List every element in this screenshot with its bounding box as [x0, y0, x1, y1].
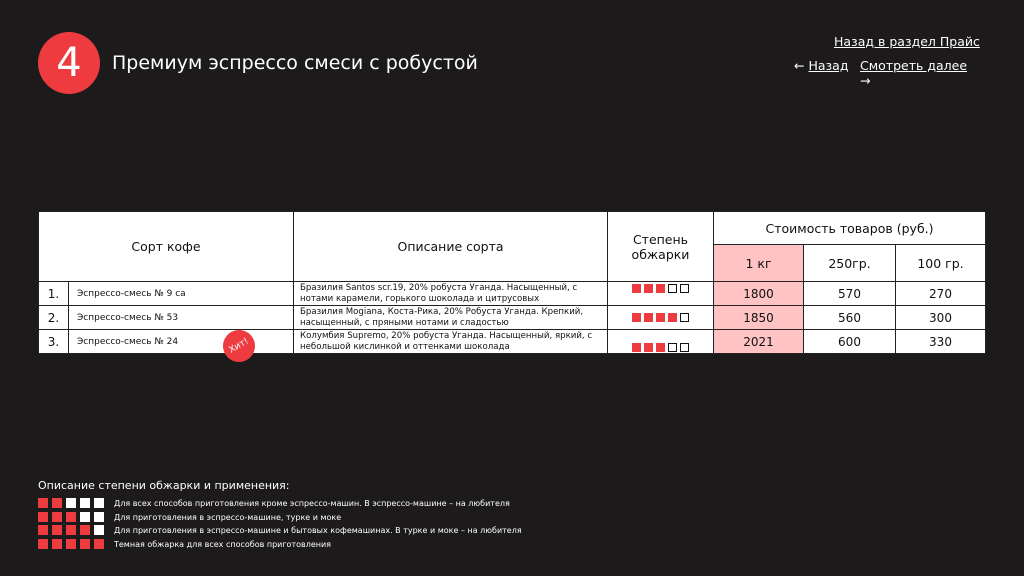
see-more-label: Смотреть далее: [860, 58, 968, 73]
legend-square-icon: [38, 498, 48, 508]
price-250g: 570: [804, 282, 896, 306]
see-more-link[interactable]: [860, 58, 967, 88]
legend-text: Для приготовления в эспрессо-машине и бытовых кофемашинах. В турке и моке – на любителя: [114, 526, 522, 535]
back-link[interactable]: [794, 58, 848, 73]
legend-square-icon: [66, 498, 76, 508]
hit-badge: Хит!: [217, 324, 261, 368]
roast-square-icon: [656, 343, 665, 352]
page-title: Премиум эспрессо смеси с робустой: [112, 52, 478, 74]
price-1kg: 1800: [714, 282, 804, 306]
legend-square-icon: [52, 539, 62, 549]
roast-square-icon: [680, 313, 689, 322]
back-to-price-section-link[interactable]: Назад в раздел Прайс: [834, 34, 980, 49]
legend-square-icon: [38, 525, 48, 535]
roast-square-icon: [632, 284, 641, 293]
header-description: Описание сорта: [294, 211, 608, 282]
roast-square-icon: [656, 313, 665, 322]
roast-level: [608, 306, 714, 330]
legend-square-icon: [52, 525, 62, 535]
legend-square-icon: [94, 512, 104, 522]
legend-title: Описание степени обжарки и применения:: [38, 479, 290, 492]
legend-square-icon: [94, 525, 104, 535]
legend-text: Для всех способов приготовления кроме эспрессо-машин. В эспрессо-машине – на любителя: [114, 499, 510, 508]
arrow-right-icon: →: [860, 73, 871, 88]
section-number-badge: 4: [38, 32, 100, 94]
row-number: 2.: [38, 306, 69, 330]
price-100g: 270: [896, 282, 986, 306]
legend-text: Темная обжарка для всех способов приготовления: [114, 539, 331, 549]
roast-square-icon: [668, 343, 677, 352]
legend-square-icon: [80, 525, 90, 535]
header-roast: Степень обжарки: [608, 211, 714, 282]
roast-square-icon: [644, 313, 653, 322]
legend-square-icon: [66, 539, 76, 549]
arrow-left-icon: ←: [794, 58, 805, 73]
roast-square-icon: [644, 284, 653, 293]
row-number: 1.: [38, 282, 69, 306]
roast-square-icon: [680, 343, 689, 352]
header-weight-250g: 250гр.: [804, 245, 896, 282]
row-number: 3.: [38, 330, 69, 354]
legend-square-icon: [80, 512, 90, 522]
coffee-name: Эспрессо-смесь № 9 са: [69, 282, 294, 306]
coffee-name: Эспрессо-смесь № 24: [69, 330, 294, 354]
legend-square-icon: [38, 512, 48, 522]
legend-text: Для приготовления в эспрессо-машине, турке и моке: [114, 512, 342, 522]
price-1kg: 2021: [714, 330, 804, 354]
coffee-description: Колумбия Supremo, 20% робуста Уганда. Насыщенный, яркий, с небольшой кислинкой и оттенками шоколада: [294, 330, 608, 354]
roast-square-icon: [668, 313, 677, 322]
price-100g: 300: [896, 306, 986, 330]
back-link-label: Назад: [808, 58, 849, 73]
legend-square-icon: [66, 512, 76, 522]
legend-square-icon: [80, 539, 90, 549]
roast-square-icon: [668, 284, 677, 293]
legend-square-icon: [66, 525, 76, 535]
price-1kg: 1850: [714, 306, 804, 330]
roast-level: [608, 330, 714, 354]
header-cost: Стоимость товаров (руб.): [714, 211, 986, 245]
legend-square-icon: [94, 539, 104, 549]
price-250g: 600: [804, 330, 896, 354]
roast-square-icon: [680, 284, 689, 293]
legend-square-icon: [52, 512, 62, 522]
roast-square-icon: [632, 313, 641, 322]
roast-level: [608, 282, 714, 306]
legend-square-icon: [52, 498, 62, 508]
header-sort: Сорт кофе: [38, 211, 294, 282]
coffee-description: Бразилия Mogiana, Коста-Рика, 20% Робуста Уганда. Крепкий, насыщенный, с пряными нотами и сладостью: [294, 306, 608, 330]
price-table: [38, 211, 986, 354]
roast-square-icon: [644, 343, 653, 352]
coffee-description: Бразилия Santos scr.19, 20% робуста Уганда. Насыщенный, с нотами карамели, горького шоколада и цитрусовых: [294, 282, 608, 306]
legend-square-icon: [80, 498, 90, 508]
price-100g: 330: [896, 330, 986, 354]
roast-square-icon: [656, 284, 665, 293]
roast-square-icon: [632, 343, 641, 352]
coffee-name: Эспрессо-смесь № 53: [69, 306, 294, 330]
legend-square-icon: [38, 539, 48, 549]
header-weight-1kg: 1 кг: [714, 245, 804, 282]
legend-square-icon: [94, 498, 104, 508]
header-weight-100g: 100 гр.: [896, 245, 986, 282]
price-250g: 560: [804, 306, 896, 330]
